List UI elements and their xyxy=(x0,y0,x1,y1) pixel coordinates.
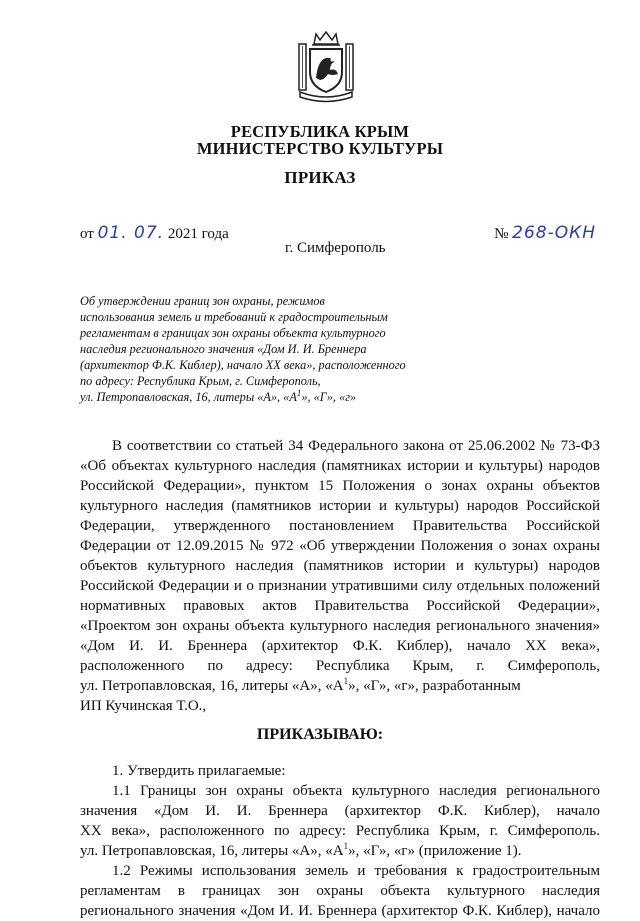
order-date xyxy=(80,223,229,243)
subject-line: по адресу: Республика Крым, г. Симферополь, xyxy=(80,374,321,388)
body-line: культурного наследия (памятников истории и культуры) народов Российской xyxy=(80,498,600,514)
subject-line: наследия регионального значения «Дом И. И. Бреннера xyxy=(80,342,367,356)
subject-line: ул. Петропавловская, 16, литеры «А», «$А^1$», «Г», «г» xyxy=(80,387,357,404)
item-1-1-cont: значения «Дом И. И. Бреннера (архитектор Ф.К. Киблер), начало xyxy=(80,803,600,819)
item-1-2-cont: регламентам в границах зон охраны объекта культурного наследия xyxy=(80,883,600,899)
coat-of-arms-icon xyxy=(296,30,356,104)
subject-line: использования земель и требований к градостроительным xyxy=(80,310,388,324)
item-1: 1. Утвердить прилагаемые: xyxy=(112,763,286,779)
body-line: Российской Федерации и о признании утратившими силу отдельных положений xyxy=(80,578,600,594)
body-line: Федерации от 12.09.2015 № 972 «Об утверждении Положения о зонах охраны xyxy=(80,538,600,554)
body-line: объектов культурного наследия (памятников истории и культуры) народов xyxy=(80,558,600,574)
number-prefix: № xyxy=(494,226,509,242)
body-line: Федерации, утвержденного постановлением Правительства Российской xyxy=(80,518,600,534)
republic-title: РЕСПУБЛИКА КРЫМ xyxy=(230,122,410,141)
ministry-title: МИНИСТЕРСТВО КУЛЬТУРЫ xyxy=(196,139,444,158)
body-line: ИП Кучинская Т.О., xyxy=(80,698,207,714)
date-handwritten: 01. 07. xyxy=(97,223,165,243)
date-year: 2021 года xyxy=(167,226,229,242)
item-1-2: 1.2 Режимы использования земель и требования к градостроительным xyxy=(112,863,600,879)
subject-line: Об утверждении границ зон охраны, режимов xyxy=(80,294,325,308)
order-number xyxy=(494,223,596,243)
order-title: ПРИКАЗ xyxy=(284,168,356,187)
body-line: «Дом И. И. Бреннера (архитектор Ф.К. Киблер), начало XX века», xyxy=(80,638,600,654)
body-line: В соответствии со статьей 34 Федерального закона от 25.06.2002 № 73-ФЗ xyxy=(112,438,600,454)
body-line: «Об объектах культурного наследия (памятниках истории и культуры) народов xyxy=(80,458,600,474)
item-1-1-cont: ул. Петропавловская, 16, литеры «А», «$А^1$», «Г», «г» (приложение 1). xyxy=(80,841,522,859)
order-word: ПРИКАЗЫВАЮ: xyxy=(256,726,384,743)
date-prefix: от xyxy=(80,226,94,242)
city: г. Симферополь xyxy=(285,240,386,256)
item-1-1: 1.1 Границы зон охраны объекта культурного наследия регионального xyxy=(112,783,600,799)
subject-line: (архитектор Ф.К. Киблер), начало XX века», расположенного xyxy=(80,358,406,372)
body-line: ул. Петропавловская, 16, литеры «А», «$А^1$», «Г», «г», разработанным xyxy=(80,676,521,694)
body-line: расположенного по адресу: Республика Крым, г. Симферополь, xyxy=(80,658,600,674)
order-subject xyxy=(80,293,406,405)
body-line: нормативных правовых актов Правительства Российской Федерации», xyxy=(80,598,600,614)
body-line: Российской Федерации», пунктом 15 Положения о зонах охраны объектов xyxy=(80,478,600,494)
item-1-1-cont: XX века», расположенного по адресу: Республика Крым, г. Симферополь. xyxy=(80,823,600,839)
number-handwritten: 268-ОКН xyxy=(512,223,596,243)
body-line: «Проектом зон охраны объекта культурного наследия регионального значения» xyxy=(80,618,600,634)
item-1-2-cont: регионального значения «Дом И. И. Бреннера (архитектор Ф.К. Киблер), начало xyxy=(80,903,600,919)
subject-line: регламентам в границах зон охраны объекта культурного xyxy=(80,326,386,340)
